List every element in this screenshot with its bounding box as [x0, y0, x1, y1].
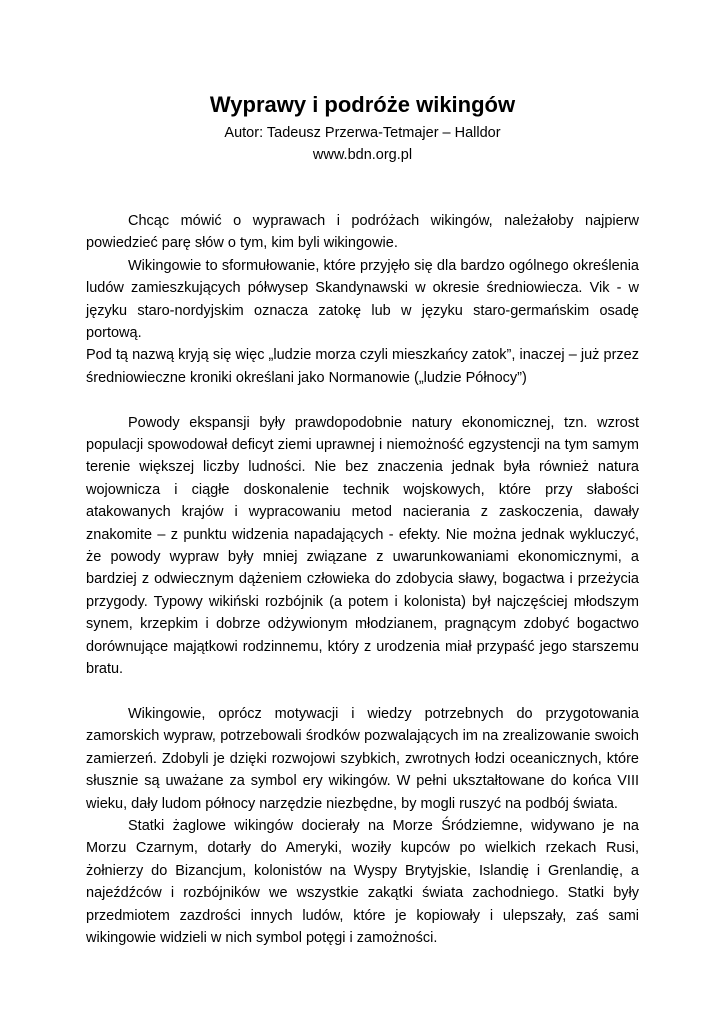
paragraph-definition: Wikingowie to sformułowanie, które przyjęło się dla bardzo ogólnego określenia ludów zamieszkujących półwysep Skandynawski w okresie średniowiecza. Vik - w języku staro-nordyjskim oznacza zatokę lub w języku staro-germańskim osadę portową. [86, 257, 639, 342]
paragraph-ships: Wikingowie, oprócz motywacji i wiedzy potrzebnych do przygotowania zamorskich wypraw, potrzebowali środków pozwalających im na zrealizowanie swoich zamierzeń. Zdobyli je dzięki rozwojowi szybkich, zwrotnych łodzi oceanicznych, które słusznie są uważane za symbol ery wikingów. W pełni ukształtowane do końca VIII wieku, dały ludom północy narzędzie niezbędne, by mogli ruszyć na podbój świata. [86, 705, 639, 812]
author-line: Autor: Tadeusz Przerwa-Tetmajer – Halldor [224, 125, 501, 141]
paragraph-normans: Pod tą nazwą kryją się więc „ludzie morza czyli mieszkańcy zatok”, inaczej – już przez średniowieczne kroniki określani jako Normanowie („ludzie Północy”) [86, 347, 639, 386]
document-page [86, 88, 639, 949]
paragraph-expansion-reasons: Powody ekspansji były prawdopodobnie natury ekonomicznej, tzn. wzrost populacji spowodował deficyt ziemi uprawnej i niemożność egzystencji na tym samym terenie większej liczby ludności. Nie bez znaczenia jednak była również natura wojownicza i ciągłe doskonalenie technik wojskowych, które przy słabości atakowanych krajów i wypracowaniu metod nacierania z zaskoczenia, dawały znakomite – z punktu widzenia napadających - efekty. Nie można jednak wykluczyć, że powody wypraw były mniej związane z uwarunkowaniami ekonomicznymi, a bardziej z odwiecznym dążeniem człowieka do zdobycia sławy, bogactwa i przeżycia przygody. Typowy wikiński rozbójnik (a potem i kolonista) był najczęściej młodszym synem, krzepkim i dobrze odżywionym młodzianem, pragnącym zdobyć bogactwo dorównujące majątkowi rodzinnemu, który z urodzenia miał przypaść jego starszemu bratu. [86, 414, 639, 678]
paragraph-intro: Chcąc mówić o wyprawach i podróżach wikingów, należałoby najpierw powiedzieć parę słów o tym, kim byli wikingowie. [86, 213, 639, 252]
paragraph-voyages: Statki żaglowe wikingów docierały na Morze Śródziemne, widywano je na Morzu Czarnym, dotarły do Ameryki, woziły kupców po wielkich rzekach Rusi, żołnierzy do Bizancjum, kolonistów na Wyspy Brytyjskie, Islandię i Grenlandię, a najeźdźców i rozbójników we wszystkie zakątki świata zachodniego. Statki były przedmiotem zazdrości innych ludów, które je kopiowały i ulepszały, zaś sami wikingowie widzieli w nich symbol potęgi i zamożności. [86, 817, 639, 946]
document-title: Wyprawy i podróże wikingów [209, 92, 516, 117]
document-body [86, 210, 639, 949]
website-line: www.bdn.org.pl [312, 147, 413, 163]
